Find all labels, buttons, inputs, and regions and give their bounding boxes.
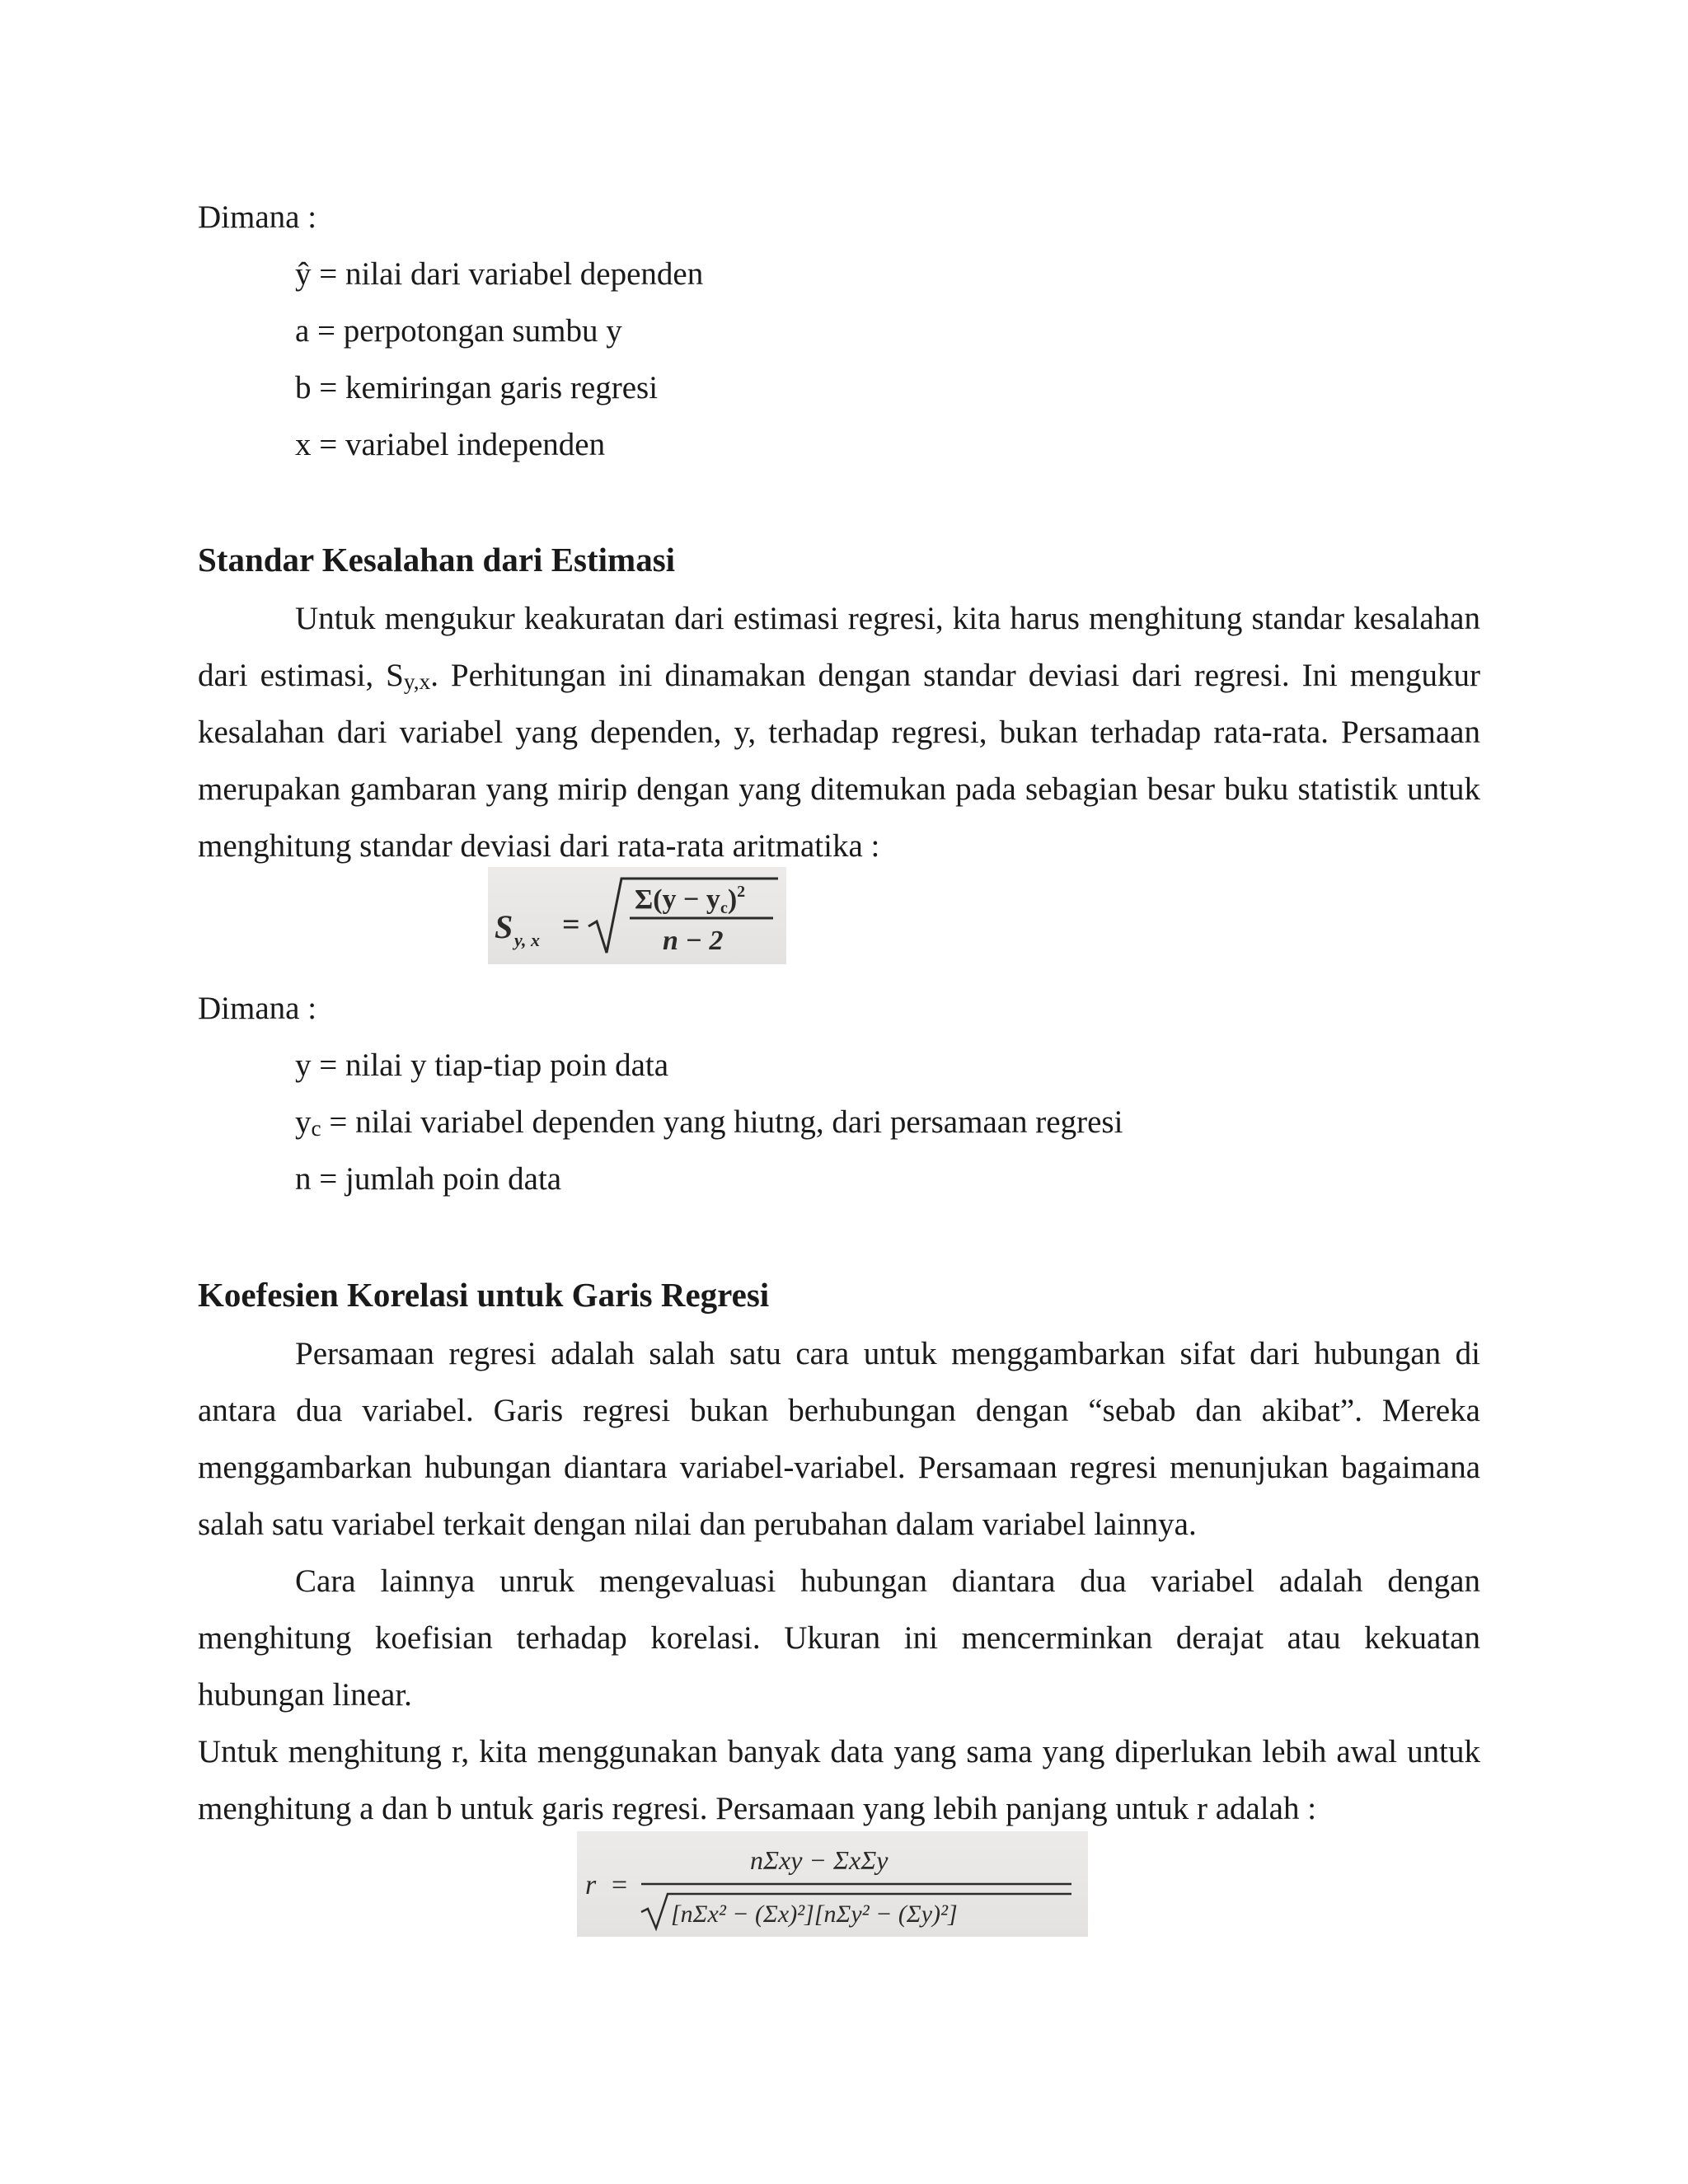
formula-numerator: nΣxy − ΣxΣy (750, 1845, 889, 1875)
formula-numerator: Σ(y − yc)$^2$ (635, 883, 746, 917)
section-heading-standard-error: Standar Kesalahan dari Estimasi (198, 541, 676, 579)
paragraph-line: Untuk mengukur keakuratan dari estimasi regresi, kita harus menghitung standar kesalahan (295, 601, 1480, 636)
formula-denominator: [nΣx² − (Σx)²][nΣy² − (Σy)²] (671, 1900, 958, 1928)
paragraph-line: merupakan gambaran yang mirip dengan yang ditemukan pada sebagian besar buku statistik untuk (198, 771, 1480, 807)
paragraph-line: kesalahan dari variabel yang dependen, y, terhadap regresi, bukan terhadap rata-rata. Persamaan (198, 715, 1480, 750)
paragraph-line: menghitung koefisian terhadap korelasi. Ukuran ini mencerminkan derajat atau kekuatan (198, 1620, 1480, 1656)
formula-lhs: S (495, 908, 513, 945)
paragraph-line: Persamaan regresi adalah salah satu cara untuk menggambarkan sifat dari hubungan di (295, 1336, 1480, 1371)
definition-y: y = nilai y tiap-tiap poin data (295, 1047, 669, 1083)
definition-a: a = perpotongan sumbu y (295, 313, 622, 349)
standard-error-formula (488, 867, 786, 964)
text-run: . Perhitungan ini dinamakan dengan standar deviasi dari regresi. Ini mengukur (430, 658, 1480, 693)
definition-yc: $y_c$ = nilai variabel dependen yang hiutng, dari persamaan regresi (295, 1104, 1123, 1141)
paragraph-line: hubungan linear. (198, 1677, 412, 1713)
correlation-formula-image (577, 1831, 1088, 1937)
standard-error-formula-image (488, 867, 786, 964)
paragraph-line: Untuk menghitung r, kita menggunakan banyak data yang sama yang diperlukan lebih awal untuk (198, 1734, 1480, 1769)
formula-lhs: r (585, 1870, 597, 1900)
formula-equals: = (612, 1870, 628, 1900)
paragraph-line: menghitung standar deviasi dari rata-rata aritmatika : (198, 828, 880, 864)
dimana-label: Dimana : (198, 199, 317, 235)
paragraph-line (198, 656, 1480, 696)
definition-n: n = jumlah poin data (295, 1161, 562, 1197)
definition-b: b = kemiringan garis regresi (295, 370, 659, 405)
text-run: dari estimasi, S (198, 658, 404, 693)
paragraph-line: salah satu variabel terkait dengan nilai dan perubahan dalam variabel lainnya. (198, 1507, 1197, 1542)
formula-lhs-subscript: y, x (514, 930, 540, 950)
formula-equals: = (562, 907, 580, 942)
paragraph-line: Cara lainnya unruk mengevaluasi hubungan diantara dua variabel adalah dengan (295, 1563, 1480, 1599)
subscript-yx: y,x (403, 669, 431, 695)
paragraph-line: menggambarkan hubungan diantara variabel-variabel. Persamaan regresi menunjukan bagaimana (198, 1450, 1480, 1485)
definition-x: x = variabel independen (295, 427, 606, 462)
section-heading-correlation: Koefesien Korelasi untuk Garis Regresi (198, 1276, 770, 1314)
dimana-label: Dimana : (198, 991, 317, 1026)
formula-denominator: n − 2 (663, 926, 724, 956)
correlation-formula (577, 1831, 1088, 1937)
paragraph-line: menghitung a dan b untuk garis regresi. Persamaan yang lebih panjang untuk r adalah : (198, 1791, 1317, 1826)
definition-yhat: ŷ = nilai dari variabel dependen (295, 256, 704, 292)
paragraph-line: antara dua variabel. Garis regresi bukan berhubungan dengan “sebab dan akibat”. Mereka (198, 1393, 1480, 1428)
